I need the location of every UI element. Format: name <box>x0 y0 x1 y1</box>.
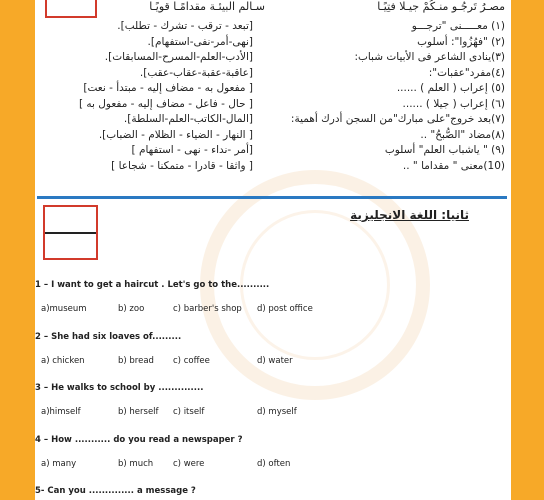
arabic-answer-choices: [نهى-أمر-نفى-استفهام]. <box>147 35 253 48</box>
english-answer-option[interactable]: b) herself <box>118 407 159 417</box>
english-answer-option[interactable]: d) myself <box>257 407 297 417</box>
score-box-english <box>43 205 98 260</box>
english-answer-option[interactable]: a)himself <box>41 407 81 417</box>
score-box-top <box>45 0 97 18</box>
arabic-question-text: (٤)مفرد"عقبات": <box>428 66 505 79</box>
arabic-question-text: (٧)بعد خروج"على مبارك"من السجن أدرك أهمية: <box>290 113 505 125</box>
english-section-title: ثانيا: اللغة الانجليزية <box>350 208 469 222</box>
arabic-question-text: (٩) " ياشباب العلم" أسلوب <box>384 144 505 156</box>
arabic-answer-choices: [ واثقا - قادرا - متمكنا - شجاعا ] <box>111 159 253 172</box>
arabic-question-row <box>35 129 511 145</box>
arabic-question-text: (١) معـــــنى "ترجـــو <box>411 20 505 32</box>
arabic-question-text: (٥) إعراب ( العلم ) ...... <box>396 82 505 94</box>
english-answer-option[interactable]: d) water <box>257 355 293 366</box>
english-answer-option[interactable]: a) chicken <box>41 355 85 366</box>
english-answer-option[interactable]: d) post office <box>257 304 313 314</box>
english-question-text: 1 – I want to get a haircut . Let's go to the.......... <box>35 280 270 290</box>
score-box-line <box>45 232 96 234</box>
poem-header <box>105 0 505 18</box>
english-answer-option[interactable]: d) often <box>257 458 291 469</box>
english-answer-option[interactable]: b) bread <box>118 355 154 366</box>
exam-sheet <box>35 0 511 500</box>
english-answer-option[interactable]: a) many <box>41 458 77 469</box>
english-answer-option[interactable]: b) much <box>118 458 154 469</box>
english-answer-option[interactable]: b) zoo <box>118 304 145 314</box>
english-answer-option[interactable]: c) itself <box>173 407 205 417</box>
arabic-question-row <box>35 144 511 160</box>
arabic-question-text: (٣)ينادى الشاعر فى الأبيات شباب: <box>354 51 505 63</box>
arabic-answer-choices: [ مفعول به - مضاف إليه - مبتدأ - نعت] <box>83 82 253 94</box>
arabic-question-row <box>35 20 511 36</box>
arabic-question-row <box>35 82 511 98</box>
english-answer-option[interactable]: a)museum <box>41 304 87 314</box>
arabic-question-row <box>35 36 511 52</box>
arabic-answer-choices: [المال-الكاتب-العلم-السلطة]. <box>123 113 253 125</box>
arabic-answer-choices: [عاقبة-عقبة-عقاب-عقب]. <box>139 66 253 79</box>
english-question-text: 5- Can you .............. a message ? <box>35 486 196 496</box>
arabic-answer-choices: [أمر -نداء - نهى - استفهام ] <box>131 144 253 156</box>
arabic-question-row <box>35 113 511 129</box>
arabic-answer-choices: [تبعد - ترقب - تشرك - تطلب]. <box>117 20 253 32</box>
english-answer-option[interactable]: c) coffee <box>173 355 210 366</box>
arabic-question-row <box>35 51 511 67</box>
arabic-answer-choices: [ حال - فاعل - مضاف إليه - مفعول به ] <box>78 97 253 110</box>
arabic-question-text: (٦) إعراب ( جيلا ) ...... <box>402 97 505 110</box>
arabic-answer-choices: [ النهار - الضياء - الظلام - الضباب]. <box>98 128 253 141</box>
section-divider <box>37 196 507 199</box>
english-question-text: 3 – He walks to school by .............. <box>35 383 204 393</box>
english-question-text: 4 – How ........... do you read a newspaper ? <box>35 434 243 445</box>
arabic-question-text: (٢) "فهُزُوا": أسلوب <box>417 35 505 48</box>
arabic-question-text: (10)معنى " مقداما " .. <box>402 159 505 172</box>
arabic-question-row <box>35 67 511 83</box>
arabic-question-row <box>35 98 511 114</box>
english-answer-option[interactable]: c) were <box>173 458 205 469</box>
poem-right-hemistich: مصـرُ تَرجُـو منـكُمْ جيـلا فتِيًـا <box>377 0 505 13</box>
arabic-question-text: (٨)مضاد "الصُّبحُ" .. <box>420 128 505 141</box>
english-question-text: 2 – She had six loaves of......... <box>35 331 182 342</box>
arabic-answer-choices: [الأدب-العلم-المسرح-المسابقات]. <box>104 51 253 63</box>
poem-left-hemistich: سـالم البيئـة مقدامًـا قويًـا <box>149 0 265 13</box>
arabic-question-row <box>35 160 511 176</box>
english-answer-option[interactable]: c) barber's shop <box>173 304 242 314</box>
